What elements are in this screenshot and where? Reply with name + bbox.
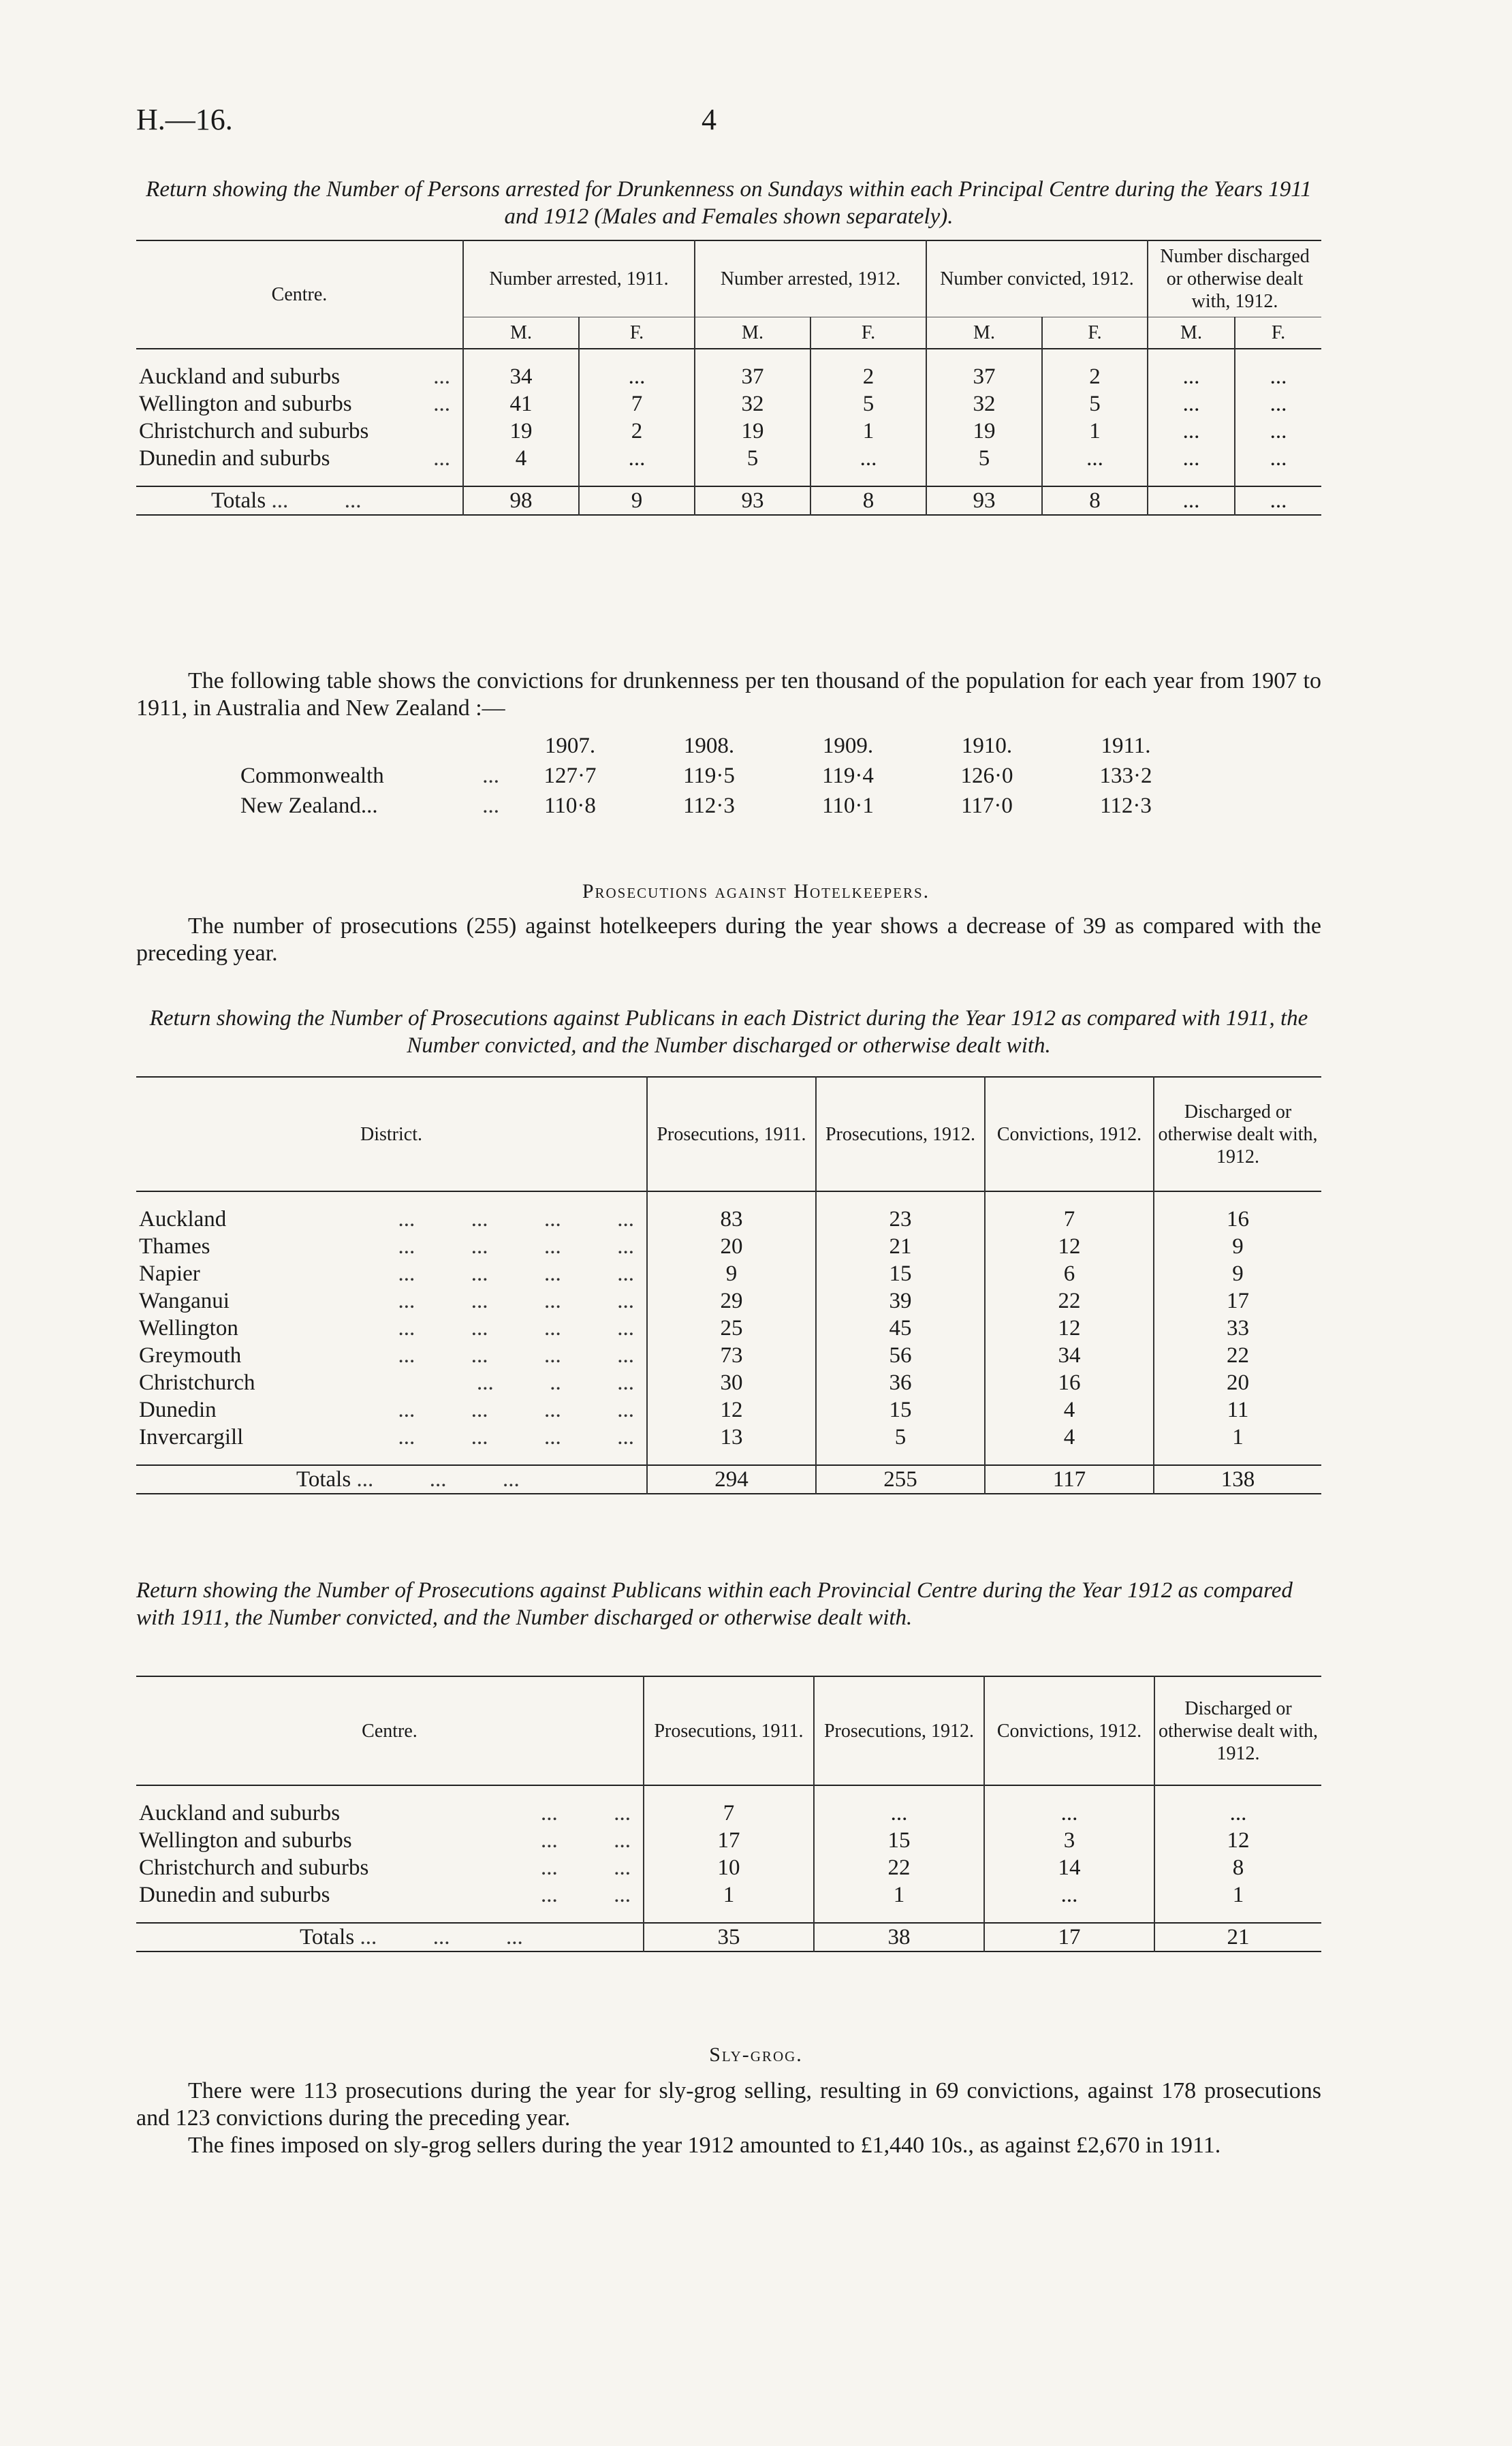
table2-row-label-cell [136,1233,647,1260]
table2-prosecutions-by-district [136,1076,1321,1494]
table2-total-cell: 255 [816,1465,985,1494]
table2-header-convictions-1912: Convictions, 1912. [985,1077,1154,1191]
table1-row-label-cell [136,418,463,445]
table2-value-cell: 9 [1154,1260,1321,1287]
table3-total-cell: 17 [984,1923,1154,1951]
table3-totals-row [136,1923,1321,1951]
table1-total-cell: 93 [926,486,1042,515]
table2-value-cell: 9 [1154,1233,1321,1260]
table2-row-label: Christchurch [139,1370,255,1395]
table2-value-cell: 20 [1154,1369,1321,1396]
convictions-paragraph [136,668,1321,722]
table1-header-arrested-1912: Number arrested, 1912. [695,240,926,317]
table1-row-label: Dunedin and suburbs [139,446,330,471]
table3-row [136,1800,1321,1827]
leader-dots: ... ... ... ... [398,1207,634,1232]
leader-dots: ... ... ... ... [398,1316,634,1340]
table1-total-cell: 98 [463,486,579,515]
table2-value-cell: 16 [985,1369,1154,1396]
table3-value-cell: 1 [644,1881,814,1909]
table3-row-label: Wellington and suburbs [139,1828,352,1853]
table1-value-cell: 1 [810,418,926,445]
table2-row [136,1315,1321,1342]
slygrog-heading: Sly-grog. [709,2043,803,2066]
table2-caption: Return showing the Number of Prosecutions against Publicans in each District during the Year 1912 as compared with 1911, the Number convicted, and the Number discharged or otherwise dealt with. [149,1006,1308,1058]
table2-row [136,1342,1321,1369]
table3-value-cell: ... [984,1800,1154,1827]
value-cell: 126·0 [960,764,1013,788]
table3-totals-label: Totals [300,1925,355,1949]
table1-sub-f: F. [810,317,926,349]
table1-value-cell: 2 [810,363,926,390]
table3-value-cell: ... [1154,1800,1321,1827]
table2-value-cell: 45 [816,1315,985,1342]
table1-value-cell: 4 [463,445,579,472]
table2-value-cell: 17 [1154,1287,1321,1315]
table1-value-cell: ... [1235,445,1321,472]
table3-value-cell: ... [814,1800,984,1827]
table3-total-cell: 35 [644,1923,814,1951]
leader-dots: ... ... [541,1855,631,1880]
table3-row-label-cell [136,1854,644,1881]
table1-row [136,445,1321,472]
table2-row-label-cell [136,1206,647,1233]
table1-row-label-cell [136,363,463,390]
table1-row-label: Wellington and suburbs [139,392,352,416]
table2-row-label-cell [136,1396,647,1424]
table1-header-arrested-1911: Number arrested, 1911. [463,240,695,317]
table1-row [136,390,1321,418]
table3-value-cell: 15 [814,1827,984,1854]
year-header: 1908. [683,734,735,758]
table2-row [136,1396,1321,1424]
leader-dots: ... ... ... ... [398,1289,634,1313]
page-number: 4 [702,103,716,136]
table2-value-cell: 33 [1154,1315,1321,1342]
table1-header-discharged-1912: Number discharged or otherwise dealt with, 1912. [1148,240,1321,317]
leader-dots: ... [433,446,450,471]
table3-value-cell: 22 [814,1854,984,1881]
value-cell: 112·3 [1100,794,1152,818]
leader-dots: ... [482,764,499,788]
value-cell: 119·4 [822,764,874,788]
leader-dots: ... ... ... ... [398,1425,634,1449]
slygrog-paragraph-1 [136,2077,1321,2132]
table1-totals-label: Totals [211,488,266,513]
table2-value-cell: 22 [985,1287,1154,1315]
table1-value-cell: 5 [695,445,810,472]
table2-value-cell: 15 [816,1260,985,1287]
table2-value-cell: 12 [985,1315,1154,1342]
table1-total-cell: ... [1148,486,1235,515]
year-header: 1910. [961,734,1013,758]
table1-value-cell: 2 [579,418,695,445]
table2-row [136,1233,1321,1260]
convictions-per-ten-thousand-table [238,730,1196,821]
table1-value-cell: ... [1148,445,1235,472]
table1-value-cell: 32 [926,390,1042,418]
leader-dots: ... ... [541,1828,631,1853]
table1-value-cell: ... [1235,418,1321,445]
table2-value-cell: 5 [816,1424,985,1451]
row-label: New Zealand... [240,794,378,818]
table2-row-label: Napier [139,1261,200,1286]
table1-total-cell: 8 [810,486,926,515]
table1-value-cell: ... [1148,363,1235,390]
table1-sub-m: M. [1148,317,1235,349]
table1-value-cell: 19 [695,418,810,445]
table2-value-cell: 34 [985,1342,1154,1369]
table3-row-label: Auckland and suburbs [139,1801,341,1825]
table2-value-cell: 36 [816,1369,985,1396]
leader-dots: ... ... ... ... [398,1343,634,1368]
table2-total-cell: 117 [985,1465,1154,1494]
table2-row [136,1260,1321,1287]
table3-header-prosecutions-1912: Prosecutions, 1912. [814,1676,984,1785]
leader-dots: ... ... [541,1801,631,1825]
table2-totals-label: Totals [296,1467,351,1492]
table3-value-cell: 1 [814,1881,984,1909]
table2-row [136,1424,1321,1451]
convictions-text: The following table shows the convictions for drunkenness per ten thousand of the population for each year from 1907 to 1911, in Australia and New Zealand :— [136,668,1321,721]
table2-value-cell: 21 [816,1233,985,1260]
table1-caption: Return showing the Number of Persons arrested for Drunkenness on Sundays within each Principal Centre during the Years 1911 and 1912 (Males and Females shown separately). [146,177,1312,229]
row-label: Commonwealth [240,764,384,788]
table2-row-label: Invercargill [139,1425,244,1449]
hotelkeepers-paragraph [136,913,1321,967]
table1-header-centre: Centre. [271,284,328,305]
table3-header-centre: Centre. [362,1720,418,1742]
table2-value-cell: 30 [647,1369,816,1396]
table2-value-cell: 73 [647,1342,816,1369]
slygrog-paragraph-2 [136,2132,1321,2159]
leader-dots: ... [482,794,499,818]
table1-totals-row [136,486,1321,515]
table1-row [136,363,1321,390]
table1-total-cell: 93 [695,486,810,515]
leader-dots: ... ... ... [356,1467,520,1492]
table1-value-cell: 7 [579,390,695,418]
table1-value-cell: 32 [695,390,810,418]
value-cell: 133·2 [1099,764,1152,788]
table2-row-label-cell [136,1315,647,1342]
table2-header-district: District. [360,1123,422,1145]
table2-value-cell: 12 [985,1233,1154,1260]
table2-value-cell: 11 [1154,1396,1321,1424]
table2-row-label-cell [136,1424,647,1451]
table2-value-cell: 6 [985,1260,1154,1287]
table2-totals-row [136,1465,1321,1494]
table2-value-cell: 7 [985,1206,1154,1233]
table1-value-cell: ... [579,445,695,472]
table3-value-cell: 1 [1154,1881,1321,1909]
table1-row-label: Christchurch and suburbs [139,419,369,443]
table2-row-label-cell [136,1342,647,1369]
table1-sub-f: F. [1235,317,1321,349]
leader-dots: ... [433,392,450,416]
table1-sub-f: F. [579,317,695,349]
table3-value-cell: 7 [644,1800,814,1827]
table2-total-cell: 138 [1154,1465,1321,1494]
table1-value-cell: 37 [695,363,810,390]
table1-value-cell: ... [1148,390,1235,418]
table1-value-cell: 5 [926,445,1042,472]
table2-value-cell: 4 [985,1396,1154,1424]
slygrog-text-2: The fines imposed on sly-grog sellers during the year 1912 amounted to £1,440 10s., as against £2,670 in 1911. [188,2133,1221,2158]
table3-header-convictions-1912: Convictions, 1912. [984,1676,1154,1785]
leader-dots: ... ... [541,1883,631,1907]
table3-total-cell: 21 [1154,1923,1321,1951]
table3-row-label-cell [136,1800,644,1827]
table1-value-cell: 1 [1042,418,1148,445]
table1-value-cell: 37 [926,363,1042,390]
table2-row-label: Thames [139,1234,210,1259]
table2-value-cell: 56 [816,1342,985,1369]
table3-row-label: Dunedin and suburbs [139,1883,330,1907]
table2-value-cell: 22 [1154,1342,1321,1369]
table1-value-cell: 41 [463,390,579,418]
table2-row-label-cell [136,1287,647,1315]
table1-value-cell: ... [1042,445,1148,472]
year-header: 1909. [822,734,874,758]
table3-value-cell: 3 [984,1827,1154,1854]
table1-value-cell: ... [810,445,926,472]
value-cell: 127·7 [544,764,597,788]
table3-row [136,1881,1321,1909]
table2-header-prosecutions-1911: Prosecutions, 1911. [647,1077,816,1191]
table2-value-cell: 25 [647,1315,816,1342]
table1-row-label-cell [136,445,463,472]
table2-value-cell: 12 [647,1396,816,1424]
table1-sub-m: M. [926,317,1042,349]
table2-header-prosecutions-1912: Prosecutions, 1912. [816,1077,985,1191]
table1-value-cell: 19 [926,418,1042,445]
table1-value-cell: ... [1235,390,1321,418]
table1-total-cell: 9 [579,486,695,515]
slygrog-text-1: There were 113 prosecutions during the year for sly-grog selling, resulting in 69 convictions, against 178 prosecutions and 123 convictions during the preceding year. [136,2078,1321,2131]
table1-value-cell: 2 [1042,363,1148,390]
table2-value-cell: 23 [816,1206,985,1233]
table1-sub-m: M. [695,317,810,349]
table2-row-label: Auckland [139,1207,227,1232]
table2-value-cell: 15 [816,1396,985,1424]
table2-total-cell: 294 [647,1465,816,1494]
table2-header-discharged-1912: Discharged or otherwise dealt with, 1912. [1154,1077,1321,1191]
table3-caption: Return showing the Number of Prosecutions against Publicans within each Provincial Centre during the Year 1912 as compared with 1911, the Number convicted, and the Number discharged or otherwise dealt with. [136,1578,1293,1630]
leader-dots: ... ... ... [360,1925,523,1949]
table3-total-cell: 38 [814,1923,984,1951]
table1-value-cell: 34 [463,363,579,390]
table1-sub-f: F. [1042,317,1148,349]
table2-row-label: Dunedin [139,1398,217,1422]
leader-dots: ... .. ... [477,1370,634,1395]
table2-row-label: Wanganui [139,1289,230,1313]
leader-dots: ... [433,364,450,389]
table3-row-label-cell [136,1827,644,1854]
table2-row-label-cell [136,1369,647,1396]
table3-value-cell: 17 [644,1827,814,1854]
table2-value-cell: 39 [816,1287,985,1315]
year-header: 1907. [544,734,596,758]
table3-prosecutions-by-centre [136,1676,1321,1952]
table3-row [136,1854,1321,1881]
table2-value-cell: 20 [647,1233,816,1260]
convictions-row-commonwealth [240,762,1195,790]
table2-value-cell: 83 [647,1206,816,1233]
convictions-row-new-zealand [240,791,1195,820]
table2-row [136,1206,1321,1233]
table2-value-cell: 4 [985,1424,1154,1451]
table1-value-cell: ... [1235,363,1321,390]
table3-value-cell: 12 [1154,1827,1321,1854]
table2-value-cell: 13 [647,1424,816,1451]
table3-value-cell: 8 [1154,1854,1321,1881]
leader-dots: ... ... ... ... [398,1398,634,1422]
value-cell: 110·1 [822,794,874,818]
table1-total-cell: 8 [1042,486,1148,515]
table1-value-cell: 5 [1042,390,1148,418]
value-cell: 119·5 [683,764,735,788]
leader-dots: ... ... ... ... [398,1261,634,1286]
table3-row-label-cell [136,1881,644,1909]
table3-value-cell: 10 [644,1854,814,1881]
table1-value-cell: ... [1148,418,1235,445]
value-cell: 110·8 [544,794,596,818]
table1-value-cell: 19 [463,418,579,445]
table2-value-cell: 16 [1154,1206,1321,1233]
table3-header-discharged-1912: Discharged or otherwise dealt with, 1912. [1154,1676,1321,1785]
table2-row [136,1287,1321,1315]
table3-value-cell: 14 [984,1854,1154,1881]
year-header: 1911. [1101,734,1151,758]
value-cell: 112·3 [683,794,735,818]
table1-drunkenness-arrests [136,240,1321,516]
page-reference: H.—16. [136,103,233,136]
table3-row [136,1827,1321,1854]
table1-row-label: Auckland and suburbs [139,364,341,389]
table3-value-cell: ... [984,1881,1154,1909]
table3-row-label: Christchurch and suburbs [139,1855,369,1880]
table2-value-cell: 9 [647,1260,816,1287]
table2-row [136,1369,1321,1396]
table1-header-convicted-1912: Number convicted, 1912. [926,240,1148,317]
leader-dots: ... ... ... ... [398,1234,634,1259]
table1-value-cell: ... [579,363,695,390]
table2-value-cell: 1 [1154,1424,1321,1451]
table1-row-label-cell [136,390,463,418]
table1-total-cell: ... [1235,486,1321,515]
value-cell: 117·0 [961,794,1013,818]
table2-row-label-cell [136,1260,647,1287]
table2-row-label: Greymouth [139,1343,242,1368]
hotelkeepers-heading: Prosecutions against Hotelkeepers. [582,880,930,903]
table3-header-prosecutions-1911: Prosecutions, 1911. [644,1676,814,1785]
table2-value-cell: 29 [647,1287,816,1315]
table1-row [136,418,1321,445]
table1-sub-m: M. [463,317,579,349]
table2-row-label: Wellington [139,1316,238,1340]
table1-value-cell: 5 [810,390,926,418]
hotelkeepers-text: The number of prosecutions (255) against hotelkeepers during the year shows a decrease of 39 as compared with the preceding year. [136,913,1321,966]
leader-dots: ... ... [271,488,362,513]
